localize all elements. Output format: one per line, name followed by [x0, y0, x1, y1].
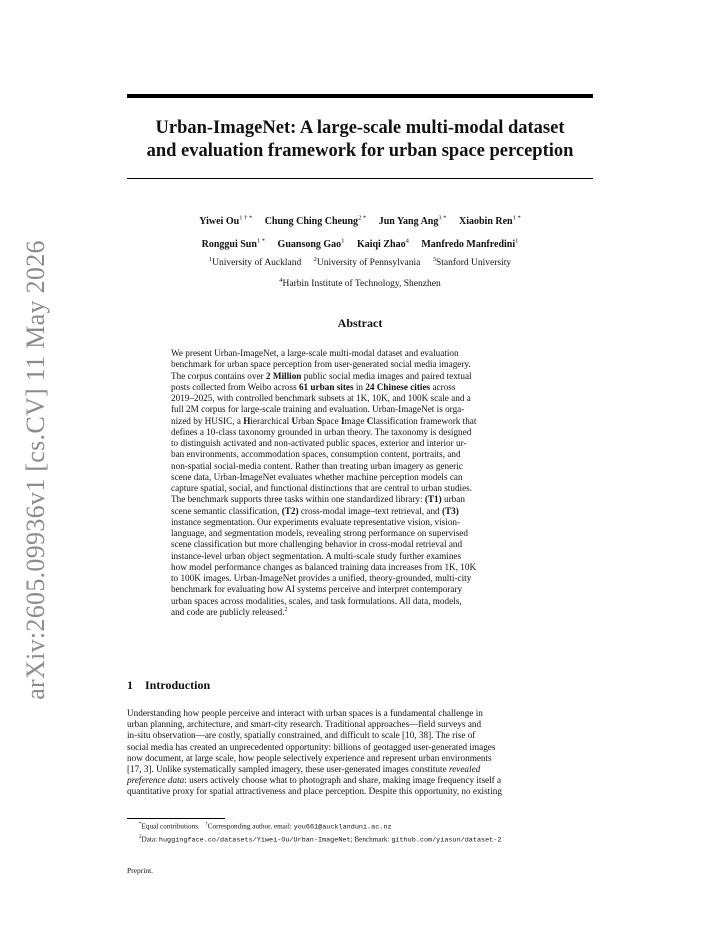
abstract-line: urban spaces across modalities, scales, and task formulations. All data, models, — [171, 595, 462, 606]
paper-title — [117, 117, 603, 163]
abstract-line: scene data, Urban-ImageNet evaluates whether machine perception models can — [171, 471, 463, 482]
abstract-line: language, and segmentation models, revealing strong performance on supervised — [171, 528, 468, 538]
abstract-line: benchmark for urban space perception from user-generated social media imagery. — [171, 359, 471, 370]
section-number: 1 — [127, 678, 133, 692]
abstract-line: nized by HUSIC, a Hierarchical Urban Space Image Classification framework that — [171, 415, 477, 426]
benchmark-link[interactable]: github.com/yiasun/dataset-2 — [391, 836, 502, 845]
section-title: Introduction — [145, 678, 211, 692]
author: Jun Yang Ang$^{3 *}$ — [378, 215, 447, 228]
abstract-line: defines a 10-class taxonomy grounded in urban theory. The taxonomy is designed — [171, 426, 472, 437]
affiliation: $^4$Harbin Institute of Technology, Shenzhen — [279, 277, 441, 290]
affiliation: $^3$Stanford University — [432, 256, 512, 269]
author: Yiwei $Ou^{1 \dagger *}$ — [199, 215, 253, 228]
footnote-2: $^2$Data: huggingface.co/datasets/Yiwei-Ou/Urban-ImageNet; Benchmark: github.com/yiasun/dataset-2 — [139, 834, 502, 845]
footnote-ref: 2 — [284, 606, 288, 613]
introduction-body — [127, 708, 593, 798]
affiliation: $^1$University of Auckland — [208, 256, 302, 269]
abstract-line: to 100K images. Urban-ImageNet provides a unified, theory-grounded, multi-city — [171, 573, 472, 583]
abstract-line: scene semantic classification, (T2) cross-modal image–text retrieval, and (T3) — [171, 505, 459, 516]
footnote-rule — [127, 818, 225, 819]
title-line-1: Urban-ImageNet: A large-scale multi-modal dataset — [155, 118, 565, 138]
title-bottom-rule — [127, 178, 593, 179]
abstract-line: posts collected from Weibo across 61 urban sites in 24 Chinese cities across — [171, 381, 456, 392]
author-list — [117, 209, 603, 254]
abstract-line: 2019–2025, with controlled benchmark subsets at 1K, 10K, and 100K scale and a — [171, 393, 471, 403]
email-link[interactable]: you661@aucklanduni.ac.nz — [293, 823, 392, 832]
section-heading-introduction — [127, 678, 210, 693]
intro-line: preference data: users actively choose what to photograph and share, making image frequency itself a — [127, 775, 502, 786]
abstract-line: full 2M corpus for large-scale training and evaluation. Urban-ImageNet is orga- — [171, 404, 465, 415]
intro-line: social media has created an unprecedented opportunity: billions of geotagged user-generated images — [127, 741, 496, 752]
preprint-label: Preprint. — [127, 866, 154, 875]
intro-line: now document, at large scale, how people selectively experience and represent urban environments — [127, 752, 492, 763]
abstract-line: scene classification but more challenging behavior in cross-modal retrieval and — [171, 539, 463, 550]
abstract-line: instance segmentation. Our experiments evaluate representative vision, vision- — [171, 516, 461, 527]
abstract-line: benchmark for evaluating how AI systems perceive and interpret contemporary — [171, 584, 463, 595]
abstract-line: The corpus contains over 2 Million public social media images and paired textual — [171, 370, 472, 381]
footnote-1: *Equal contributions. †Corresponding author, email: you661@aucklanduni.ac.nz — [139, 822, 392, 832]
title-top-rule — [127, 94, 593, 98]
intro-line: quantitative proxy for spatial attractiveness and place perception. Despite this opportunity, no existing — [127, 786, 502, 797]
intro-line: urban planning, architecture, and smart-city research. Traditional approaches—field surveys and — [127, 719, 482, 730]
abstract-line: The benchmark supports three tasks within one standardized library: (T1) urban — [171, 494, 465, 505]
intro-line: in-situ observation—are costly, spatially constrained, and difficult to scale [10, 38]. The rise of — [127, 730, 476, 741]
affiliation: $^2$University of Pennsylvania — [313, 256, 421, 269]
abstract-line: instance-level urban object segmentation. A multi-scale study further examines — [171, 550, 462, 561]
footnotes — [139, 820, 599, 846]
author: Ronggui Sun$^{1 *}$ — [201, 237, 266, 250]
intro-line: [17, 3]. Unlike systematically sampled imagery, these user-generated images constitute revealed — [127, 764, 481, 775]
affiliation-line-1 — [117, 251, 603, 272]
author: Chung Ching Cheung$^{2 *}$ — [264, 215, 367, 228]
abstract-line: We present Urban-ImageNet, a large-scale multi-modal dataset and evaluation — [171, 348, 459, 358]
author: Xiaobin Ren$^{1 *}$ — [458, 215, 521, 228]
arxiv-stamp: arXiv:2605.09936v1 [cs.CV] 11 May 2026 — [21, 240, 50, 700]
dataset-link[interactable]: huggingface.co/datasets/Yiwei-Ou/Urban-ImageNet — [158, 836, 351, 845]
abstract-line: how model performance changes as balanced training data increases from 1K, 10K — [171, 561, 477, 572]
abstract-line: capture spatial, social, and functional distinctions that are central to urban studies. — [171, 483, 473, 493]
affiliation-list — [117, 251, 603, 293]
author: Kaiqi Zhao$^4$ — [356, 237, 409, 250]
abstract-line: and code are publicly released.$^2$ — [171, 606, 288, 617]
abstract-line: to distinguish activated and non-activated public spaces, exterior and interior ur- — [171, 438, 467, 448]
affiliation-line-2 — [117, 272, 603, 293]
title-line-2: and evaluation framework for urban space perception — [146, 141, 574, 161]
abstract-heading: Abstract — [337, 316, 383, 330]
abstract-body — [171, 348, 551, 618]
abstract-line: ban environments, accommodation spaces, consumption content, portraits, and — [171, 449, 461, 460]
author: Guansong Gao$^1$ — [277, 237, 345, 250]
author-line-1 — [117, 209, 603, 231]
author: Manfredo Manfredini$^1$ — [421, 237, 519, 250]
intro-line: Understanding how people perceive and interact with urban spaces is a fundamental challenge in — [127, 708, 483, 718]
abstract-line: non-spatial social-media content. Rather than treating urban imagery as generic — [171, 460, 463, 471]
